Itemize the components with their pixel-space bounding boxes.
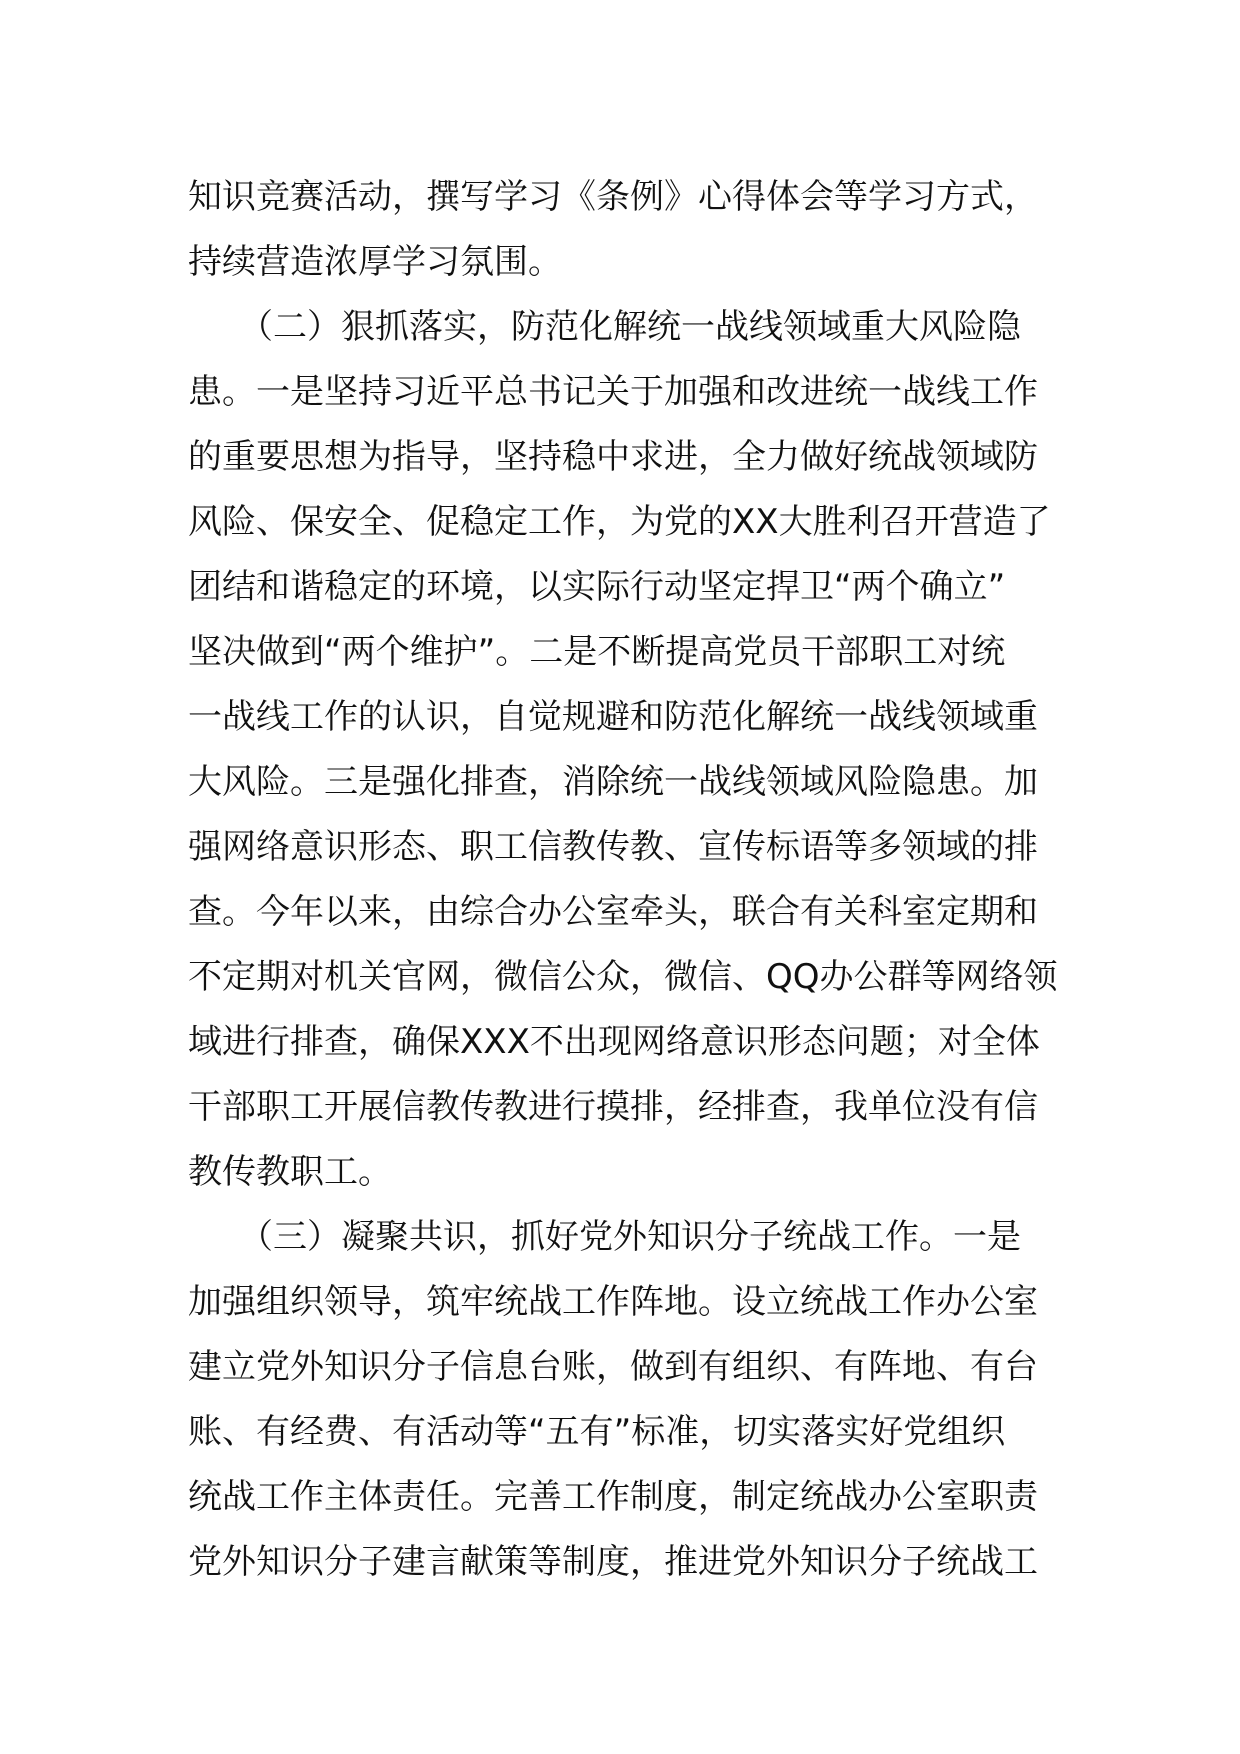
text-line: 持续营造浓厚学习氛围。 (188, 242, 562, 282)
text-line: 域进行排查，确保XXX不出现网络意识形态问题；对全体 (188, 1022, 1040, 1062)
paragraph-start-line: （二）狠抓落实，防范化解统一战线领域重大风险隐 (188, 307, 1021, 347)
text-line: 团结和谐稳定的环境，以实际行动坚定捍卫“两个确立” (188, 567, 1006, 607)
text-line: 坚决做到“两个维护”。二是不断提高党员干部职工对统 (188, 632, 1006, 672)
text-line: 大风险。三是强化排查，消除统一战线领域风险隐患。加 (188, 762, 1038, 802)
text-line: 干部职工开展信教传教进行摸排，经排查，我单位没有信 (188, 1087, 1038, 1127)
text-line: 查。今年以来，由综合办公室牵头，联合有关科室定期和 (188, 892, 1038, 932)
document-body (188, 165, 1058, 1595)
text-line: 的重要思想为指导，坚持稳中求进，全力做好统战领域防 (188, 437, 1038, 477)
text-line: 教传教职工。 (188, 1152, 392, 1192)
text-line: 加强组织领导，筑牢统战工作阵地。设立统战工作办公室 (188, 1282, 1038, 1322)
text-line: 不定期对机关官网，微信公众，微信、QQ办公群等网络领 (188, 957, 1058, 997)
text-line: 强网络意识形态、职工信教传教、宣传标语等多领域的排 (188, 827, 1038, 867)
text-line: 统战工作主体责任。完善工作制度，制定统战办公室职责 (188, 1477, 1038, 1517)
text-line: 患。一是坚持习近平总书记关于加强和改进统一战线工作 (188, 372, 1038, 412)
text-line: 风险、保安全、促稳定工作，为党的XX大胜利召开营造了 (188, 502, 1051, 542)
text-line: 账、有经费、有活动等“五有”标准，切实落实好党组织 (188, 1412, 1006, 1452)
text-line: 一战线工作的认识，自觉规避和防范化解统一战线领域重 (188, 697, 1038, 737)
paragraph-start-line: （三）凝聚共识，抓好党外知识分子统战工作。一是 (188, 1217, 1021, 1257)
text-line: 建立党外知识分子信息台账，做到有组织、有阵地、有台 (188, 1347, 1038, 1387)
text-line: 党外知识分子建言献策等制度，推进党外知识分子统战工 (188, 1542, 1038, 1582)
text-line: 知识竞赛活动，撰写学习《条例》心得体会等学习方式， (188, 177, 1038, 217)
